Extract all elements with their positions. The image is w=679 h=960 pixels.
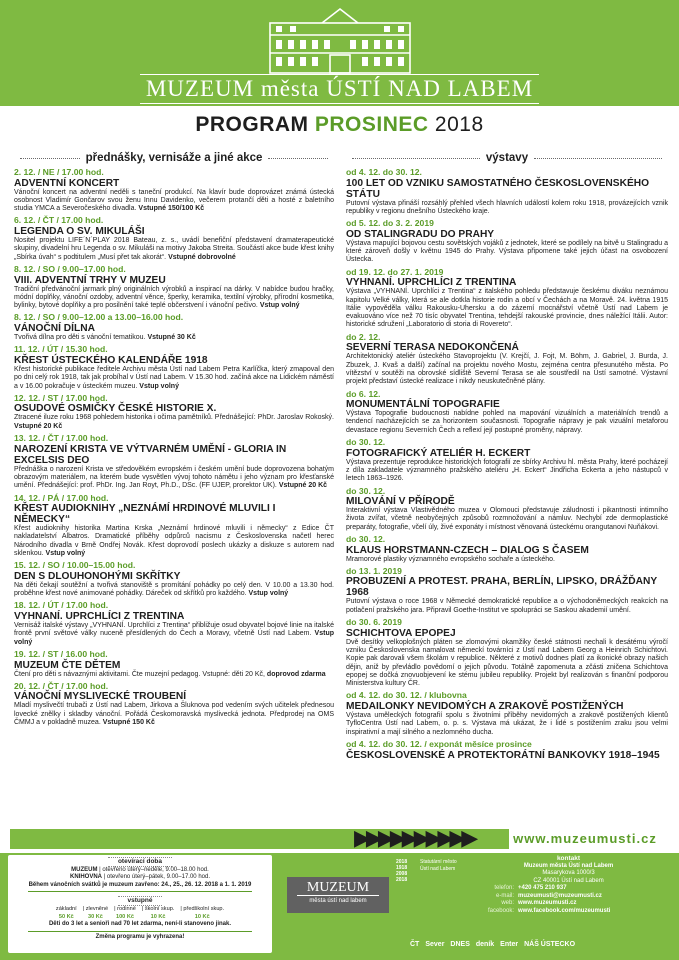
event-date: 11. 12. / ÚT / 15.30 hod. (14, 344, 108, 355)
event-admission: Vstupné dobrovolné (168, 253, 236, 261)
event-description: Výstava prezentuje reprodukce historických fotografií ze sbírky Archivu hl. města Prahy, které pocházejí z díla zakladatele významného pražského ateliéru „H. Eckert“ Jindřicha Eckerta a jeho nástupců v letech 1863–1926. (346, 458, 668, 483)
event-date: 19. 12. / ST / 16.00 hod. (14, 648, 108, 659)
price-table (53, 906, 227, 921)
event-description: Na děti čekají soutěžní a tvořivá stanoviště s promítání pohádky po celý den. V 10.00 a 13.30 hod. proběhne křest nové animované pohádky. Dáreček od skřítků pro každého. (14, 581, 334, 598)
event-text (346, 410, 668, 435)
event-date: do 6. 12. (346, 388, 381, 399)
event-item (14, 601, 334, 646)
event-text (14, 334, 334, 342)
event-title: ADVENTNÍ KONCERT (14, 177, 120, 189)
partner-logo: Sever (425, 940, 445, 948)
event-description: Interaktivní výstava Vlastivědného muzea v Olomouci představuje záludnosti i pikantnosti intimního života zvířat, včetně neobyčejných způsobů rozmnožování a námluv. Nechybí zde dermoplastické preparáty, fotografie, včelí úly, živé exponáty i místnost věnovaná ústeckému orangutanovi Nuňákovi. (346, 507, 668, 531)
event-item (346, 168, 668, 216)
contact-city: CZ 40001 Ústí nad Labem (533, 877, 604, 884)
museum-building-icon (250, 5, 430, 75)
event-title: KLAUS HORSTMANN-CZECH – DIALOG S ČASEM (346, 544, 589, 556)
price-label: | předškolní skup. (180, 905, 225, 912)
contact-row (466, 908, 671, 916)
event-title: NAROZENÍ KRISTA VE VÝTVARNÉM UMĚNÍ - GLORIA IN EXCELSIS DEO (14, 443, 287, 466)
contact-row (466, 900, 671, 908)
event-item (346, 438, 668, 483)
event-title: 100 LET OD VZNIKU SAMOSTATNÉHO ČESKOSLOVENSKÉHO STÁTU (346, 177, 650, 200)
event-date: do 13. 1. 2019 (346, 565, 402, 576)
contact-key: web: (501, 900, 514, 906)
events-column (14, 151, 334, 730)
changes-note: Změna programu je vyhrazena! (95, 933, 185, 940)
event-date: 12. 12. / ST / 17.00 hod. (14, 392, 108, 403)
event-title: VYHNANÍ. UPRCHLÍCI Z TRENTINA (14, 611, 185, 623)
event-title: VYHNANÍ. UPRCHLÍCI Z TRENTINA (346, 277, 517, 289)
event-date: od 5. 12. do 3. 2. 2019 (346, 218, 434, 229)
event-admission: Vstup volný (45, 549, 86, 557)
program-year: 2018 (434, 113, 484, 136)
children-note: Děti do 3 let a senioři nad 70 let zdarma, není-li stanoveno jinak. (48, 921, 232, 928)
divider (352, 158, 480, 159)
program-month: PROSINEC (314, 113, 429, 136)
event-title: FOTOGRAFICKÝ ATELIÉR H. ECKERT (346, 447, 531, 459)
contact-value[interactable]: www.muzeumusti.cz (518, 900, 577, 906)
contact-key: e-mail: (495, 892, 514, 899)
event-text (346, 459, 668, 484)
event-item (14, 168, 334, 213)
partner-logo: Enter (500, 940, 519, 948)
anniversary-years: 2018 1918 2008 2018 (396, 859, 408, 883)
contact-row (466, 893, 671, 901)
event-text (346, 712, 668, 737)
museum-logo: MUZEUM města ústí nad labem (287, 877, 389, 913)
arrows-icon: ▶▶▶▶▶▶▶▶▶▶ (354, 825, 474, 850)
divider (28, 891, 252, 892)
event-item (346, 333, 668, 387)
event-text (14, 622, 334, 647)
event-item (14, 265, 334, 310)
price-value: 100 Kč (115, 913, 134, 920)
divider (20, 158, 80, 159)
price-value: 50 Kč (58, 913, 74, 920)
event-date: 20. 12. / ČT / 17.00 hod. (14, 680, 109, 691)
event-item (14, 345, 334, 390)
library-hours: | otevřeno úterý–pátek, 9.00–17.00 hod. (103, 874, 210, 881)
price-value: 30 Kč (87, 913, 103, 920)
event-item (346, 390, 668, 435)
event-item (346, 567, 668, 615)
event-item (14, 394, 334, 431)
event-description: Výstava „VYHNANÍ. Uprchlíci z Trentina“ z italského pohledu představuje českému diváku neznámou kapitolu Velké války, která se ale dotkla historie rodin a obcí v Čechách a na Moravě. 24. května 1915 Itálie vypověděla válku Rakousku-Uhersku a do zázemí mocnářství včetně Ústí nad Labem je evakuováno více než 70 tisíc obyvatel Trentina, tehdejší rakouské provincie, dnes náležící Itálii. Autor: historické sdružení „Laboratorio di storia di Rovereto“. (346, 288, 668, 329)
contact-heading: kontakt (556, 855, 581, 862)
event-description: Mramorové plastiky významného evropského sochaře a ústeckého. (346, 555, 555, 563)
header-banner (0, 0, 679, 106)
event-text (14, 414, 334, 431)
city-logo-text: Statutární město Ústí nad Labem (420, 859, 457, 872)
event-text (346, 639, 668, 689)
event-date: od 4. 12. do 30. 12. / klubovna (346, 690, 467, 701)
event-item (14, 313, 334, 342)
event-description: Vánoční koncert na adventní neděli s taneční produkcí. Na klavír bude doprovázet známá ústecká osobnost Vladimír Gončarov svou ženu Innu Davidenko, večerem protančí děti a hosté z baletního studia YMCA a Severočeského divadla. (14, 188, 334, 213)
museum-hours-label: MUZEUM (71, 866, 98, 873)
admission-heading: vstupné (118, 896, 163, 906)
event-title: SCHICHTOVA EPOPEJ (346, 627, 456, 639)
event-item (14, 650, 334, 679)
event-title: VIII. ADVENTNÍ TRHY V MUZEU (14, 274, 166, 286)
event-admission: doprovod zdarma (266, 670, 326, 678)
event-admission: Vstup volný (139, 382, 179, 390)
event-description: Výstava uměleckých fotografií spolu s životními příběhy nevidomých a zrakově postižených klientů TyfloCentra Ústí nad Labem, o. p. s. Výstava má ukázat, že i lidé s postižením zraku jsou velmi inspirativní a mají silného a nezlomného ducha. (346, 712, 668, 736)
event-item (14, 216, 334, 261)
event-title: LEGENDA O SV. MIKULÁŠI (14, 226, 145, 238)
event-description: Přednáška o narození Krista ve středověkém evropském i českém umění bude doprovozena bohatým obrazovým materiálem, na kterém bude vysvětlen vývoj tohoto námětu i jeho význam pro křesťanské umění. Přednášející: prof. PhDr. Ing. Jan Royt, Ph.D., DSc. (FF UJEP, prorektor UK). (14, 465, 334, 490)
event-admission: Vstupné 20 Kč (14, 422, 63, 430)
event-title: MUZEUM ČTE DĚTEM (14, 659, 121, 671)
event-date: 8. 12. / SO / 9.00–17.00 hod. (14, 263, 126, 274)
event-text (14, 286, 334, 311)
website-link[interactable]: www.muzeumusti.cz (513, 831, 657, 846)
footer (0, 853, 679, 960)
event-date: do 30. 12. (346, 437, 386, 448)
event-description: Výstava Topografie budoucnosti nabídne pohled na mapování vizuálních a materiálních trendů a tendencí nacházejících se za horizontem současnosti. Topografie nápravy je pak vizuální metaforou devastace regionu Severních Čech a reflexí její postupné proměny, nápravy. (346, 410, 668, 434)
event-date: do 2. 12. (346, 331, 381, 342)
event-item (346, 618, 668, 688)
event-text (346, 507, 668, 532)
event-description: Putovní výstava o roce 1968 v Německé demokratické republice a o východoněmeckých reakcích na potlačení pražského jara. Připravil Goethe-Institut ve spolupráci se Saskou akademií umění. (346, 598, 668, 614)
program-word: PROGRAM (195, 113, 309, 136)
partner-logo: deník (475, 940, 495, 948)
divider (534, 158, 662, 159)
divider (268, 158, 328, 159)
museum-name: MUZEUM města ÚSTÍ NAD LABEM (0, 74, 679, 104)
partner-logo: ČT (410, 940, 420, 948)
event-title: ČESKOSLOVENSKÉ A PROTEKTORÁTNÍ BANKOVKY 1918–1945 (346, 749, 660, 761)
event-text (14, 525, 334, 558)
event-text (346, 353, 668, 386)
event-title: MILOVÁNÍ V PŘÍRODĚ (346, 496, 455, 508)
event-title: KŘEST ÚSTECKÉHO KALENDÁŘE 1918 (14, 354, 208, 366)
event-description: Nositel projektu LIFE´N´PLAY 2018 Bateau, z. s., uvádí benefiční představení dramaterapeutické skupiny, divadelní hru Legenda o sv. Mikuláši na motivy Jakoba Streita. Součástí akce bude křest knihy „Sbírka úvah“ s podtitulem „Musí přet tak akorát“. (14, 237, 334, 261)
opening-hours-box (8, 855, 272, 953)
event-description: Dvě desítky velkoplošných pláten se zlomovými okamžiky české státnosti nechali k desátému výročí vzniku Československa namalovat německí továrníci z Ústí nad Labem Georg a Heinrich Schichtovi. Kopie pak darovali všem školám v republice. Některé z motivů dodnes platí za ikonické obrazy našich dějin, aniž by převládlo povědomí o jejich původu. Totálně zapomenuta a zčásti zničena Schichtova epopej se dočká znovuobjevení ke stému jubileu republiky. Projekt byl realizován s finanční podporou Ministerstva kultury ČR. (346, 638, 668, 688)
events-heading: přednášky, vernisáže a jiné akce (14, 151, 334, 165)
event-item (14, 494, 334, 559)
event-description: Čtení pro děti s návaznými aktivitami. Čte muzejní pedagog. Vstupné: děti 20 Kč, (14, 670, 265, 678)
contact-value[interactable]: muzeumusti@muzeumusti.cz (518, 892, 602, 899)
event-description: Tvořivá dílna pro děti s vánoční tematikou. (14, 334, 146, 342)
event-description: Křest historické publikace ředitele Archivu města Ústí nad Labem Petra Karlíčka, který zmapoval den po dni celý rok 1918, tak jak probíhal v Ústí nad Labem. V 15.30 hod. začíná akce na Lidickém náměstí a v 16.00 pokračuje v ústeckém muzeu. (14, 365, 334, 390)
event-title: MONUMENTÁLNÍ TOPOGRAFIE (346, 399, 500, 411)
divider (28, 931, 252, 932)
event-date: od 19. 12. do 27. 1. 2019 (346, 266, 444, 277)
event-text (346, 288, 668, 329)
event-admission: Vstupné 20 Kč (278, 482, 328, 490)
event-date: 15. 12. / SO / 10.00–15.00 hod. (14, 560, 136, 571)
event-item (346, 219, 668, 264)
event-text (14, 582, 334, 599)
event-admission: Vstup volný (248, 590, 289, 598)
partner-logo: DNES (450, 940, 470, 948)
event-description: Křest audioknihy historika Martina Krska „Neznámí hrdinové mluvili i německy“ z Edice ČT nakladatelství Albatros. Dramatické příběhy odpůrců nacismu z Československa načetl herec Národního divadla v Brně Ondřej Novák. Křest doprovodí poslech ukázky a diskuze s autorem nad sklenkou. (14, 525, 334, 557)
event-text (346, 240, 668, 265)
partner-logos (410, 933, 670, 955)
event-date: 13. 12. / ČT / 17.00 hod. (14, 433, 109, 444)
event-item (346, 268, 668, 330)
event-item (346, 691, 668, 736)
event-date: od 4. 12. do 30. 12. / exponát měsíce prosince (346, 738, 532, 749)
event-text (14, 189, 334, 214)
event-description: Ztracené iluze roku 1968 pohledem historika i očima pamětníků. Přednášející: PhDr. Jaroslav Rokoský. (14, 414, 334, 422)
event-description: Výstava mapující bojovou cestu sovětských vojáků z jednotek, které se podílely na bitvě u Stalingradu a které zároveň došly v květnu 1945 do Prahy. Výstava připomene také jejich účast na osvobození Ústecka. (346, 239, 668, 264)
event-admission: Vstupné 150 Kč (102, 719, 155, 727)
contact-street: Masarykova 1000/3 (542, 870, 595, 876)
event-date: 8. 12. / SO / 9.00–12.00 a 13.00–16.00 hod. (14, 312, 184, 323)
event-text (14, 237, 334, 262)
contact-key: facebook: (487, 907, 514, 914)
exhibitions-column (346, 151, 668, 764)
event-date: 2. 12. / NE / 17.00 hod. (14, 167, 104, 177)
event-date: od 4. 12. do 30. 12. (346, 167, 422, 177)
event-admission: Vstupné 150/100 Kč (138, 205, 205, 213)
event-date: do 30. 12. (346, 533, 386, 544)
event-title: VÁNOČNÍ DÍLNA (14, 323, 95, 335)
partner-logo: NÁŠ ÚSTECKO (524, 940, 576, 948)
price-label: | školní skup. (141, 905, 175, 912)
event-date: 14. 12. / PÁ / 17.00 hod. (14, 492, 109, 503)
event-item (14, 434, 334, 490)
museum-hours: | otevřeno úterý–neděle, 9.00–18.00 hod. (99, 866, 209, 873)
price-label: základní (55, 905, 77, 912)
event-item (346, 740, 668, 761)
event-description: Tradiční předvánoční jarmark plný originálních výrobků a inspirací na dárky. V nabídce budou hračky, módní doplňky, vánoční ozdoby, adventní věnce, šperky, keramika, textilní výrobky, přírodní kosmetika, bylinky, bytové doplňky a pro posilnění také teplé občerstvení i vánoční pečivo. (14, 285, 334, 310)
price-value: 10 Kč (194, 913, 210, 920)
event-date: 6. 12. / ČT / 17.00 hod. (14, 215, 104, 226)
event-description: Putovní výstava přináší rozsáhlý přehled všech hlavních událostí kolem roku 1918, provázejících vznik republiky v regionu dnešního Ústeckého kraje. (346, 199, 668, 215)
event-text (346, 200, 668, 217)
event-text (14, 671, 334, 679)
event-admission: Vstup volný (14, 630, 334, 646)
event-title: KŘEST AUDIOKNIHY „NEZNÁMÍ HRDINOVÉ MLUVILI I NĚMECKY“ (14, 503, 276, 526)
event-date: do 30. 12. (346, 485, 386, 496)
event-description: Vernisáž italské výstavy „VYHNANÍ. Uprchlíci z Trentina“ přibližuje osud obyvatel bojové linie na italské frontě první světové války nuceně přesídlených do Čech a Moravy, včetně Ústí nad Labem. (14, 622, 334, 638)
price-label: | rodinné (114, 905, 136, 912)
event-title: SEVERNÍ TERASA NEDOKONČENÁ (346, 342, 519, 354)
event-date: 18. 12. / ÚT / 17.00 hod. (14, 600, 109, 611)
event-admission: Vstup volný (259, 302, 300, 310)
program-title (0, 113, 679, 137)
event-title: PROBUZENÍ A PROTEST. PRAHA, BERLÍN, LIPSKO, DRÁŽĎANY 1968 (346, 576, 657, 599)
contact-value[interactable]: www.facebook.com/muzeumusti (518, 907, 611, 914)
event-title: OSUDOVÉ OSMIČKY ČESKÉ HISTORIE X. (14, 403, 217, 415)
event-date: do 30. 6. 2019 (346, 617, 402, 628)
event-text (14, 366, 334, 391)
event-text (346, 556, 668, 564)
event-text (14, 702, 334, 727)
event-text (346, 598, 668, 615)
event-text (14, 466, 334, 491)
event-item (346, 487, 668, 532)
event-description: Architektonický ateliér ústeckého Stavoprojektu (V. Krejčí, J. Fojt, M. Böhm, J. Gabriel, J. Burda, J. Zbuzek, J. Kvaš a další) začínal na projektu nového Mostu, zejména centra přesunutého města. Po vítězství v soutěži na obrovské sídliště Severní Terasa se ale soustředil na Ústí samotné. Výstavní projekt představí ústecké realizace i nikdy neuskutečněné plány. (346, 353, 668, 386)
contact-org: Muzeum města Ústí nad Labem (523, 862, 614, 869)
event-title: VÁNOČNÍ MYSLIVECKÉ TROUBENÍ (14, 691, 187, 703)
event-title: DEN S DLOUHONOHÝMI SKŘÍTKY (14, 570, 181, 582)
event-item (346, 535, 668, 564)
price-label: | zlevněné (82, 905, 109, 912)
contact-row (466, 885, 671, 893)
event-item (14, 561, 334, 598)
event-description: Mladí myslivečtí trubači z Ústí nad Labem, Jirkova a Šluknova pod vedením svých učitelek přednesou lovecké znělky i skladby vánoční. Pořádá Českomoravská myslivecká jednota. Předprodej na OMS ČMMJ a v pokladně muzea. (14, 702, 334, 727)
holiday-note: Během vánočních svátků je muzeum zavřeno: 24., 25., 26. 12. 2018 a 1. 1. 2019 (28, 881, 252, 888)
contact-key: telefon: (494, 885, 514, 891)
event-title: OD STALINGRADU DO PRAHY (346, 228, 495, 240)
contact-value: +420 475 210 937 (518, 885, 567, 891)
event-item (14, 682, 334, 727)
hours-heading: otevírací doba (108, 857, 172, 867)
library-hours-label: KNIHOVNA (70, 874, 103, 881)
event-title: MEDAILONKY NEVIDOMÝCH A ZRAKOVĚ POSTIŽENÝCH (346, 701, 624, 713)
event-admission: Vstupné 30 Kč (147, 334, 196, 342)
price-value: 10 Kč (150, 913, 166, 920)
exhibitions-heading: výstavy (346, 151, 668, 165)
